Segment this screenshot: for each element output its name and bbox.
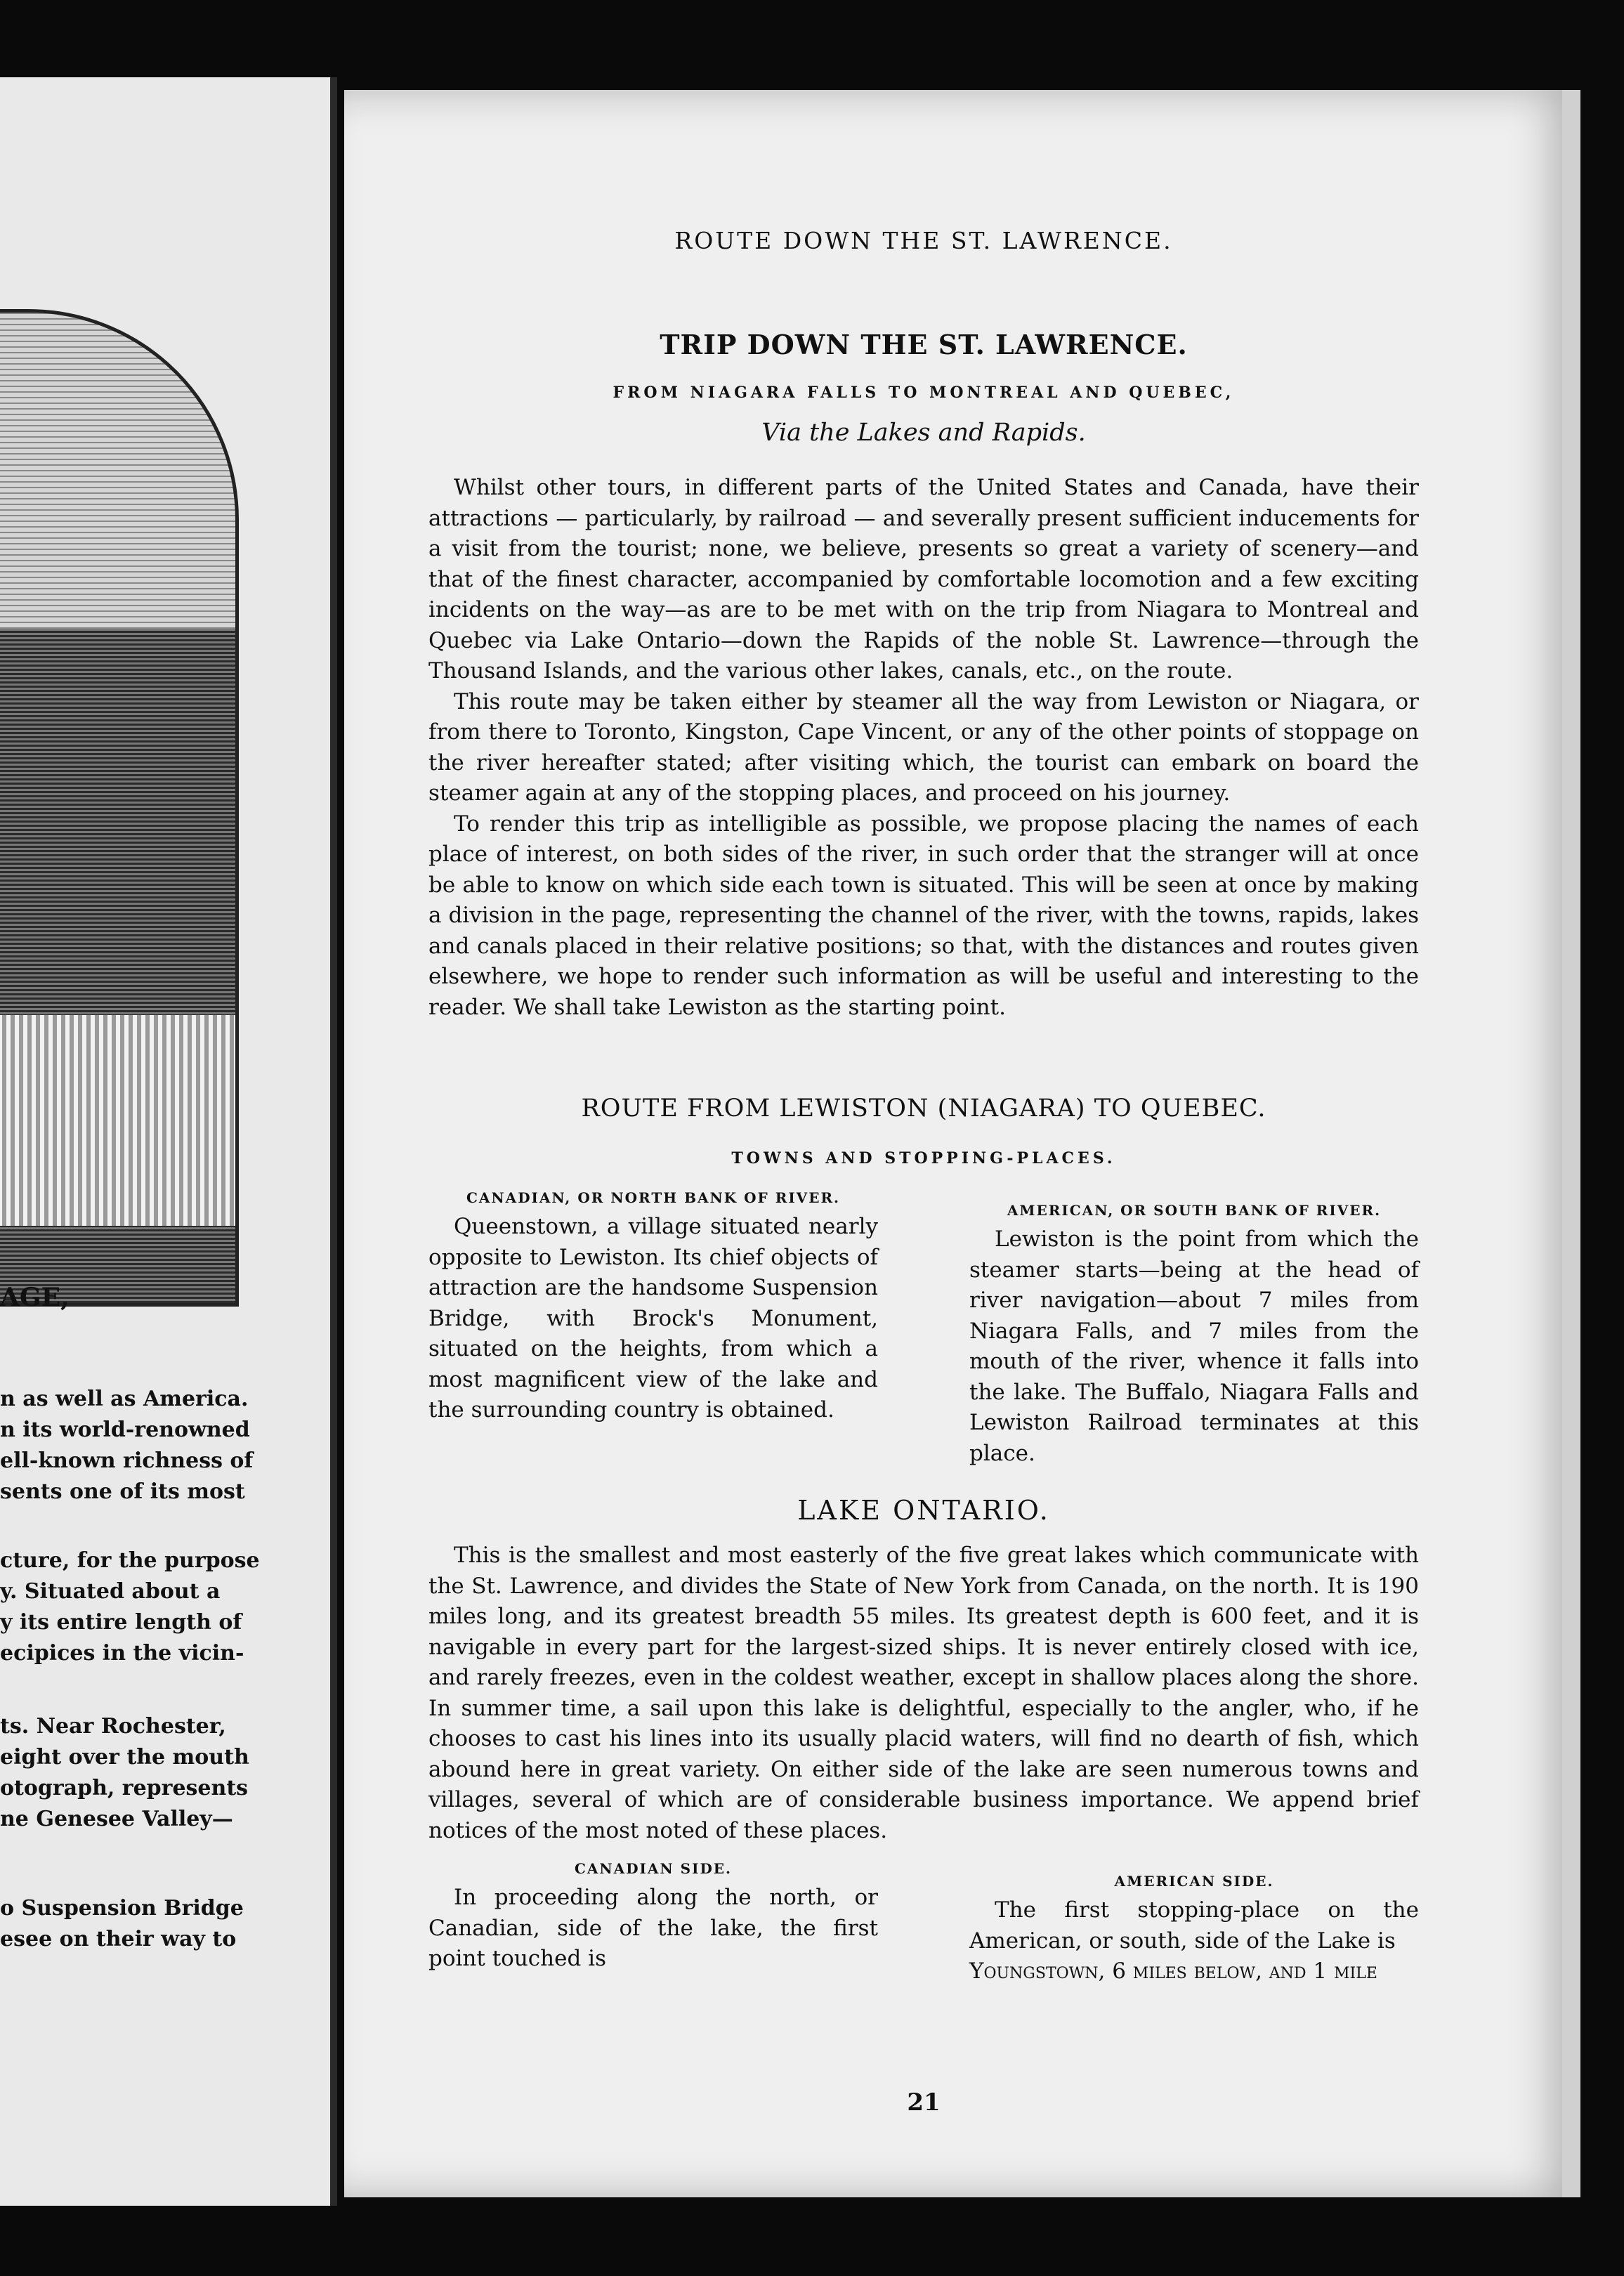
page-edge [1562, 90, 1580, 2197]
left-text-fragment: o Suspension Bridge [0, 1896, 244, 1921]
left-text-fragment: n its world-renowned [0, 1418, 250, 1442]
youngstown-line: Youngstown, 6 miles below, and 1 mile [969, 1958, 1377, 1984]
paragraph: To render this trip as intelligible as possible, we propose placing the names of each place of interest, on both sides of the river, in such order that the stranger will at once be able to know on which side each town is situated. This will be seen at once by making a division in the page, representing the channel of the river, with the towns, rapids, lakes and canals placed in their relative positions; so that, with the distances and routes given elsewhere, we hope to render such information as will be useful and interesting to the reader. We shall take Lewiston as the starting point. [428, 811, 1419, 1020]
lewiston-entry: Lewiston is the point from which the steamer starts—being at the head of river navigation—about 7 miles from Niagara Falls, and 7 miles from the mouth of the river, whence it falls into the lake. The Buffalo, Niagara Falls and Lewiston Railroad terminates at this place. [969, 1227, 1419, 1466]
left-text-fragment: ecipices in the vicin- [0, 1641, 244, 1666]
lake-ontario-paragraph: This is the smallest and most easterly of the five great lakes which communicate with the St. Lawrence, and divides the State of New York from Canada, on the north. It is 190 miles long, and its greatest breadth 55 miles. Its greatest depth is 600 feet, and it is navigable in every part for the largest-sized ships. It is never entirely closed with ice, and rarely freezes, even in the coldest weather, except in shallow places along the shore. In summer time, a sail upon this lake is delightful, especially to the angler, who, if he chooses to cast his lines into its usually placid waters, will find no dearth of fish, which abound here in great variety. On either side of the lake are seen numerous towns and villages, several of which are of considerable business importance. We append brief notices of the most noted of these places. [428, 1543, 1419, 1843]
queenstown-entry: Queenstown, a village situated nearly opposite to Lewiston. Its chief objects of attraction are the handsome Suspension Bridge, with Brock's Monument, situated on the heights, from which a most magnificent view of the lake and the surrounding country is obtained. [428, 1214, 878, 1422]
american-bank-heading: AMERICAN, OR SOUTH BANK OF RIVER. [1007, 1202, 1382, 1219]
left-text-fragment: otograph, represents [0, 1776, 249, 1800]
left-text-fragment: y. Situated about a [0, 1579, 221, 1604]
left-text-fragment: sents one of its most [0, 1479, 245, 1504]
engraving-illustration [0, 309, 239, 1307]
text-column [428, 90, 1419, 2197]
canadian-side-column [428, 1860, 878, 1987]
route-heading: ROUTE FROM LEWISTON (NIAGARA) TO QUEBEC. [581, 1094, 1266, 1123]
american-side-column [969, 1860, 1419, 1987]
canadian-bank-heading: CANADIAN, OR NORTH BANK OF RIVER. [466, 1189, 841, 1206]
left-text-fragment: n as well as America. [0, 1387, 249, 1411]
american-side-text: The first stopping-place on the American, or south, side of the Lake is [969, 1897, 1419, 1954]
running-head: ROUTE DOWN THE ST. LAWRENCE. [674, 227, 1173, 254]
lake-ontario-paragraph-block [428, 1541, 1419, 1846]
paragraph: Whilst other tours, in different parts of the United States and Canada, have their attractions — particularly, by railroad — and severally present sufficient inducements for a visit from the tourist; none, we believe, presents so great a variety of scenery—and that of the finest character, accompanied by comfortable locomotion and a few exciting incidents on the way—as are to be met with on the trip from Niagara to Montreal and Quebec via Lake Ontario—down the Rapids of the noble St. Lawrence—through the Thousand Islands, and the various other lakes, canals, etc., on the route. [428, 475, 1419, 684]
page-subtitle: FROM NIAGARA FALLS TO MONTREAL AND QUEBEC, [613, 384, 1235, 402]
canadian-bank-column [428, 1189, 878, 1469]
via-line: Via the Lakes and Rapids. [761, 419, 1086, 447]
intro-paragraphs [428, 473, 1419, 1023]
canadian-side-text: In proceeding along the north, or Canadian, side of the lake, the first point touched is [428, 1885, 878, 1971]
page-number: 21 [907, 2088, 941, 2117]
left-text-fragment: cture, for the purpose [0, 1548, 260, 1573]
river-banks-columns [428, 1189, 1419, 1469]
lake-sides-columns [428, 1860, 1419, 1987]
paragraph: This route may be taken either by steamer all the way from Lewiston or Niagara, or from there to Toronto, Kingston, Cape Vincent, or any of the other points of stoppage on the river hereafter stated; after visiting which, the tourist can embark on board the steamer again at any of the stopping places, and proceed on his journey. [428, 688, 1419, 806]
left-page [0, 77, 337, 2206]
left-text-fragment: ne Genesee Valley— [0, 1807, 233, 1831]
left-text-fragment: ts. Near Rochester, [0, 1714, 226, 1739]
route-subheading: TOWNS AND STOPPING-PLACES. [731, 1149, 1116, 1168]
left-text-fragment: ell-known richness of [0, 1448, 254, 1473]
lake-ontario-heading: LAKE ONTARIO. [797, 1495, 1050, 1526]
canadian-side-heading: CANADIAN SIDE. [574, 1860, 733, 1877]
page-title: TRIP DOWN THE ST. LAWRENCE. [660, 329, 1188, 360]
american-bank-column [969, 1189, 1419, 1469]
left-text-fragment: esee on their way to [0, 1927, 237, 1951]
american-side-heading: AMERICAN SIDE. [1114, 1873, 1274, 1890]
right-page [344, 90, 1580, 2197]
left-text-fragment: eight over the mouth [0, 1745, 249, 1770]
left-text-fragment: y its entire length of [0, 1610, 242, 1635]
left-heading-fragment: AGE, [0, 1283, 70, 1312]
